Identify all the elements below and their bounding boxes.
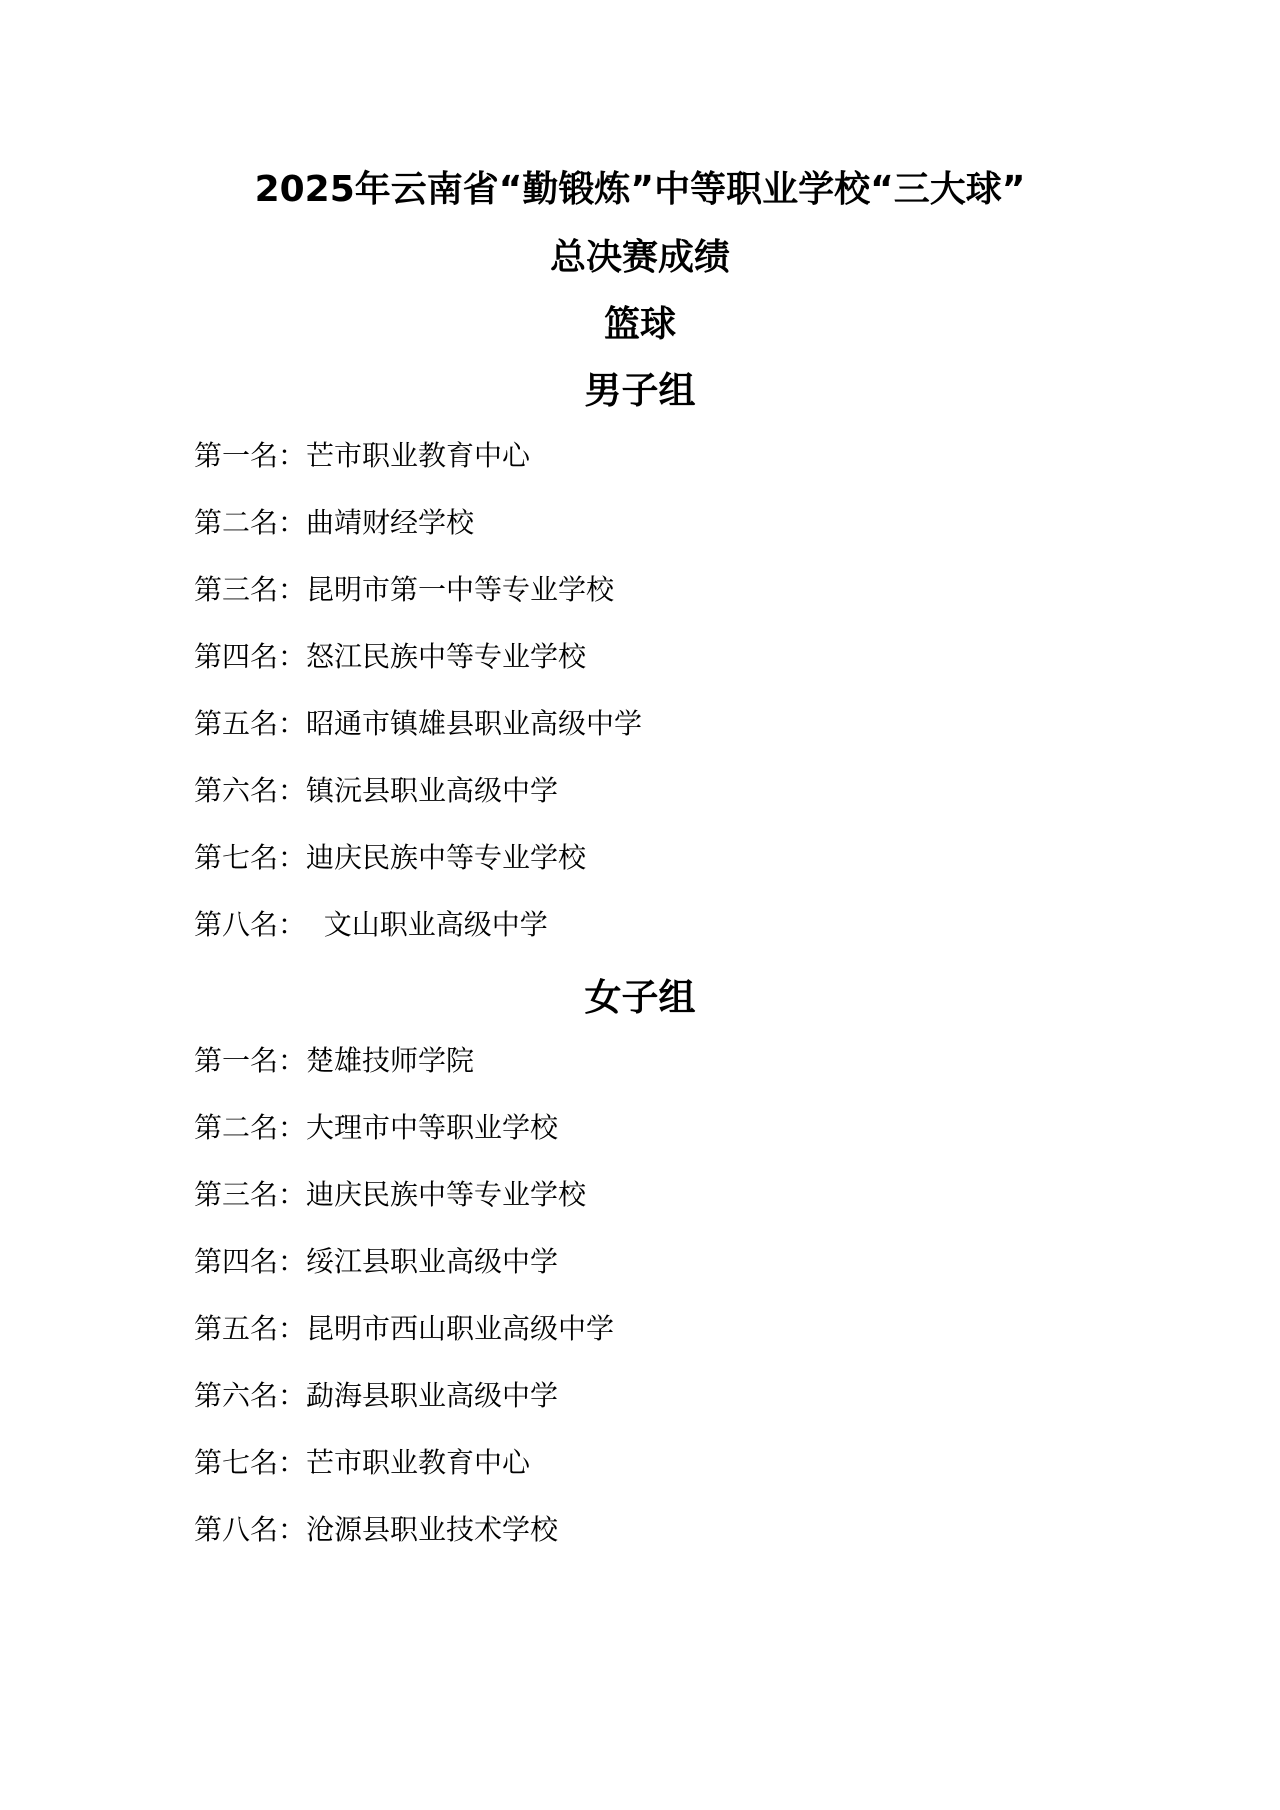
- ranking-item: 第六名：镇沅县职业高级中学: [194, 774, 559, 807]
- ranking-item: 第八名： 文山职业高级中学: [194, 908, 548, 941]
- document-title-line-2: 总决赛成绩: [549, 237, 730, 278]
- group-title-women: 女子组: [584, 976, 696, 1019]
- ranking-item: 第七名：迪庆民族中等专业学校: [194, 841, 587, 874]
- group-title-men: 男子组: [584, 369, 696, 412]
- ranking-item: 第一名：芒市职业教育中心: [194, 439, 531, 472]
- ranking-item: 第八名：沧源县职业技术学校: [194, 1513, 559, 1546]
- ranking-item: 第二名：大理市中等职业学校: [194, 1111, 559, 1144]
- ranking-item: 第六名：勐海县职业高级中学: [194, 1379, 559, 1412]
- ranking-item: 第二名：曲靖财经学校: [194, 506, 475, 539]
- ranking-item: 第五名：昆明市西山职业高级中学: [194, 1312, 615, 1345]
- ranking-item: 第一名：楚雄技师学院: [194, 1044, 475, 1077]
- ranking-item: 第三名：昆明市第一中等专业学校: [194, 573, 615, 606]
- ranking-item: 第五名：昭通市镇雄县职业高级中学: [194, 707, 643, 740]
- men-rankings-list: [194, 438, 1094, 974]
- ranking-item: 第三名：迪庆民族中等专业学校: [194, 1178, 587, 1211]
- sport-title: 篮球: [603, 304, 676, 345]
- ranking-item: 第四名：绥江县职业高级中学: [194, 1245, 559, 1278]
- ranking-item: 第四名：怒江民族中等专业学校: [194, 640, 587, 673]
- women-rankings-list: [194, 1043, 1094, 1579]
- document-title-line-1: 2025年云南省“勤锻炼”中等职业学校“三大球”: [254, 169, 1026, 210]
- ranking-item: 第七名：芒市职业教育中心: [194, 1446, 531, 1479]
